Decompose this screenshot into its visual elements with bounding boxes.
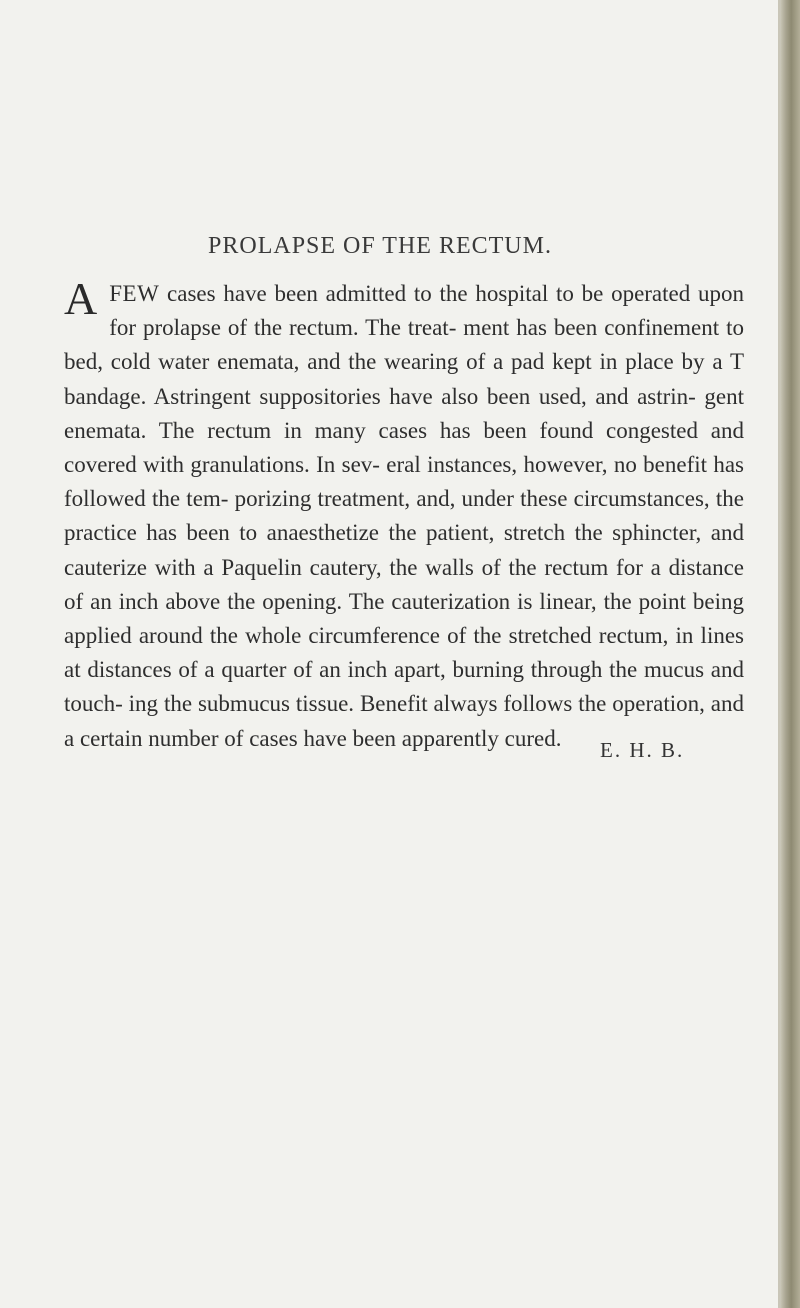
article-body (64, 273, 744, 756)
drop-cap: A (64, 273, 98, 324)
first-word: FEW (109, 281, 160, 306)
author-initials: E. H. B. (600, 738, 685, 762)
page-title: PROLAPSE OF THE RECTUM. (208, 233, 552, 259)
page-edge (778, 0, 800, 1308)
body-text: cases have been admitted to the hospital to be operated upon for prolapse of the rectum. The treat- ment has been confinement to bed, cold water enemata, and the wearing of a pad kept in place by a T bandage. Astringent suppositories have also been used, and astrin- gent enemata. The rectum in many cases has been found congested and covered with granulations. In sev- eral instances, however, no benefit has followed the tem- porizing treatment, and, under these circumstances, the practice has been to anaesthetize the patient, stretch the sphincter, and cauterize with a Paquelin cautery, the walls of the rectum for a distance of an inch above the opening. The cauterization is linear, the point being applied around the whole circumference of the stretched rectum, in lines at distances of a quarter of an inch apart, burning through the mucus and touch- ing the submucus tissue. Benefit always follows the operation, and a certain number of cases have been apparently cured. (64, 281, 744, 751)
body-paragraph (64, 273, 744, 756)
